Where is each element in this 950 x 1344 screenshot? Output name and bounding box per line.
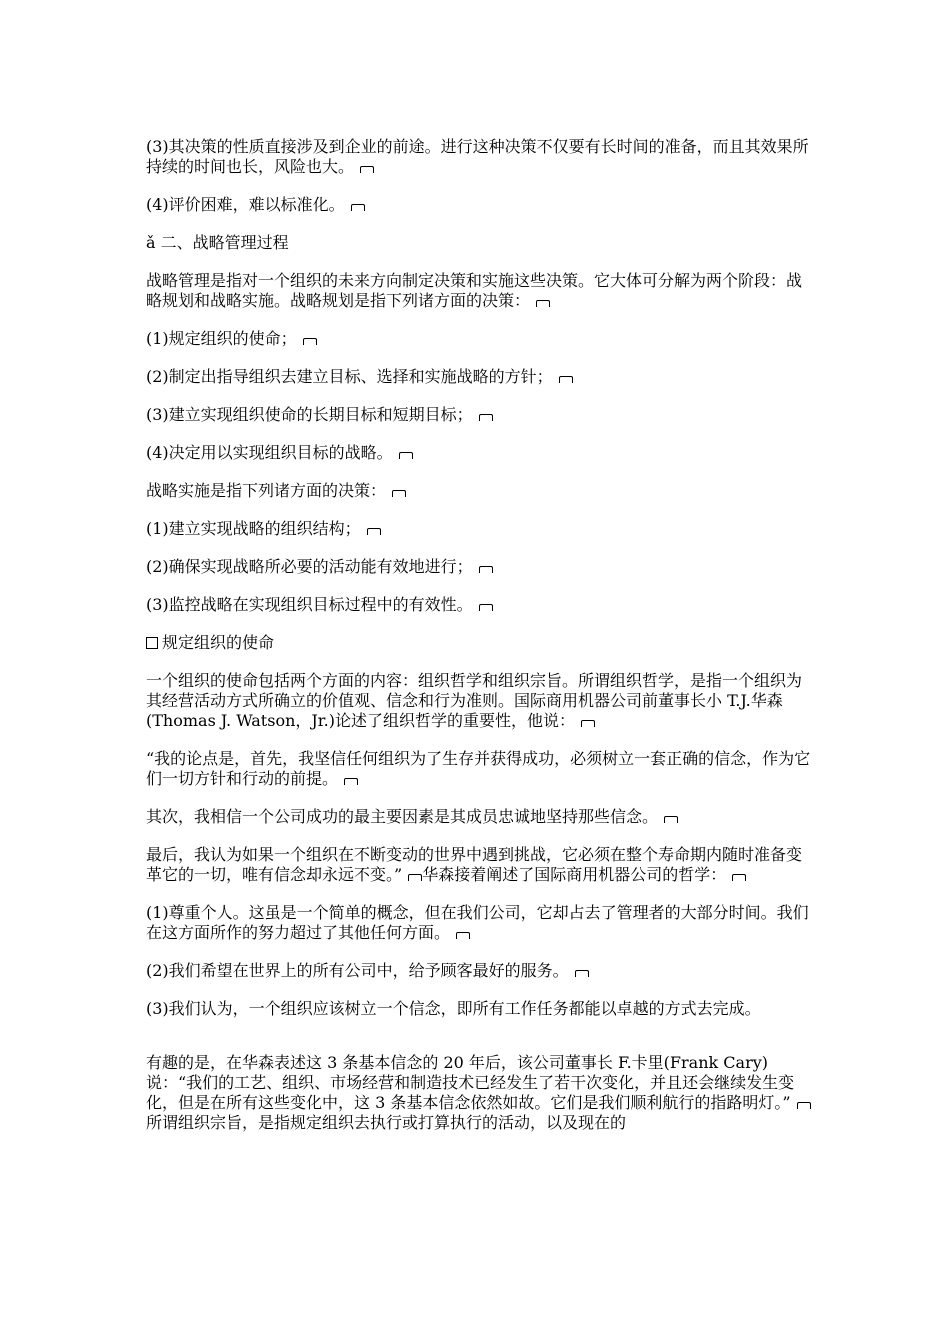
paragraph-text: (2)确保实现战略所必要的活动能有效地进行； xyxy=(146,557,473,576)
paragraph-text: “我的论点是，首先，我坚信任何组织为了生存并获得成功，必须树立一套正确的信念，作为它们一切方针和行动的前提。 xyxy=(146,749,811,788)
paragraph-text: (1)建立实现战略的组织结构； xyxy=(146,519,361,538)
paragraph-text-continued: 所谓组织宗旨，是指规定组织去执行或打算执行的活动，以及现在的 xyxy=(146,1113,627,1132)
paragraph xyxy=(146,671,816,731)
paragraph-text: (4)评价困难，难以标准化。 xyxy=(146,195,345,214)
paragraph-text: 有趣的是，在华森表述这 3 条基本信念的 20 年后，该公司董事长 F.卡里(Frank Cary)说：“我们的工艺、组织、市场经营和制造技术已经发生了若干次变化，并且还会继续发生变化，但是在所有这些变化中，这 3 条基本信念依然如故。它们是我们顺利航行的指路明灯。” xyxy=(146,1053,795,1112)
paragraph-mark-icon xyxy=(575,970,589,977)
paragraph xyxy=(146,271,816,311)
paragraph-text: (3)其决策的性质直接涉及到企业的前途。进行这种决策不仅要有长时间的准备，而且其效果所持续的时间也长，风险也大。 xyxy=(146,137,809,176)
paragraph xyxy=(146,557,816,577)
paragraph xyxy=(146,749,816,789)
paragraph-mark-icon xyxy=(559,376,573,383)
paragraph-mark-icon xyxy=(303,338,317,345)
paragraph xyxy=(146,903,816,943)
paragraph-text: (2)制定出指导组织去建立目标、选择和实施战略的方针； xyxy=(146,367,553,386)
paragraph-text: 一个组织的使命包括两个方面的内容：组织哲学和组织宗旨。所谓组织哲学，是指一个组织为其经营活动方式所确立的价值观、信念和行为准则。国际商用机器公司前董事长小 T.J.华森(Thomas J. Watson，Jr.)论述了组织哲学的重要性，他说： xyxy=(146,671,803,730)
paragraph-text: 战略管理是指对一个组织的未来方向制定决策和实施这些决策。它大体可分解为两个阶段：战略规划和战略实施。战略规划是指下列诸方面的决策： xyxy=(146,271,803,310)
paragraph-mark-icon xyxy=(344,778,358,785)
paragraph-text: 最后，我认为如果一个组织在不断变动的世界中遇到挑战，它必须在整个寿命期内随时准备变革它的一切，唯有信念却永远不变。” xyxy=(146,845,803,884)
paragraph-mark-icon xyxy=(408,874,422,881)
paragraph-text: ǎ 二、战略管理过程 xyxy=(146,233,289,252)
paragraph-mark-icon xyxy=(367,528,381,535)
paragraph xyxy=(146,481,816,501)
paragraph-mark-icon xyxy=(581,720,595,727)
paragraph xyxy=(146,961,816,981)
paragraph-text: (3)我们认为，一个组织应该树立一个信念，即所有工作任务都能以卓越的方式去完成。 xyxy=(146,999,761,1018)
paragraph-text: (1)规定组织的使命； xyxy=(146,329,297,348)
paragraph-text-continued: 华森接着阐述了国际商用机器公司的哲学： xyxy=(422,865,727,884)
paragraph xyxy=(146,1053,816,1133)
paragraph xyxy=(146,443,816,463)
paragraph xyxy=(146,595,816,615)
paragraph-mark-icon xyxy=(360,166,374,173)
checkbox-square-icon xyxy=(146,637,158,649)
paragraph-mark-icon xyxy=(399,452,413,459)
paragraph xyxy=(146,195,816,215)
paragraph-mark-icon xyxy=(664,816,678,823)
paragraph-text: 规定组织的使命 xyxy=(162,633,275,652)
paragraph xyxy=(146,233,816,253)
paragraph-mark-icon xyxy=(732,874,746,881)
paragraph-text: 战略实施是指下列诸方面的决策： xyxy=(146,481,387,500)
paragraph-mark-icon xyxy=(479,566,493,573)
paragraph xyxy=(146,137,816,177)
paragraph xyxy=(146,519,816,539)
paragraph xyxy=(146,329,816,349)
paragraph xyxy=(146,807,816,827)
paragraph-mark-icon xyxy=(351,204,365,211)
paragraph-mark-icon xyxy=(536,300,550,307)
paragraph-mark-icon xyxy=(479,414,493,421)
paragraph-mark-icon xyxy=(392,490,406,497)
document-body xyxy=(146,137,816,1151)
paragraph xyxy=(146,367,816,387)
paragraph xyxy=(146,405,816,425)
paragraph-text: (3)监控战略在实现组织目标过程中的有效性。 xyxy=(146,595,473,614)
paragraph xyxy=(146,999,816,1019)
paragraph xyxy=(146,633,816,653)
paragraph-mark-icon xyxy=(479,604,493,611)
paragraph-mark-icon xyxy=(456,932,470,939)
paragraph-text: (2)我们希望在世界上的所有公司中，给予顾客最好的服务。 xyxy=(146,961,569,980)
paragraph-text: 其次，我相信一个公司成功的最主要因素是其成员忠诚地坚持那些信念。 xyxy=(146,807,659,826)
paragraph-text: (1)尊重个人。这虽是一个简单的概念，但在我们公司，它却占去了管理者的大部分时间。我们在这方面所作的努力超过了其他任何方面。 xyxy=(146,903,809,942)
paragraph-mark-icon xyxy=(797,1102,811,1109)
paragraph-text: (4)决定用以实现组织目标的战略。 xyxy=(146,443,393,462)
paragraph-text: (3)建立实现组织使命的长期目标和短期目标； xyxy=(146,405,473,424)
paragraph xyxy=(146,845,816,885)
